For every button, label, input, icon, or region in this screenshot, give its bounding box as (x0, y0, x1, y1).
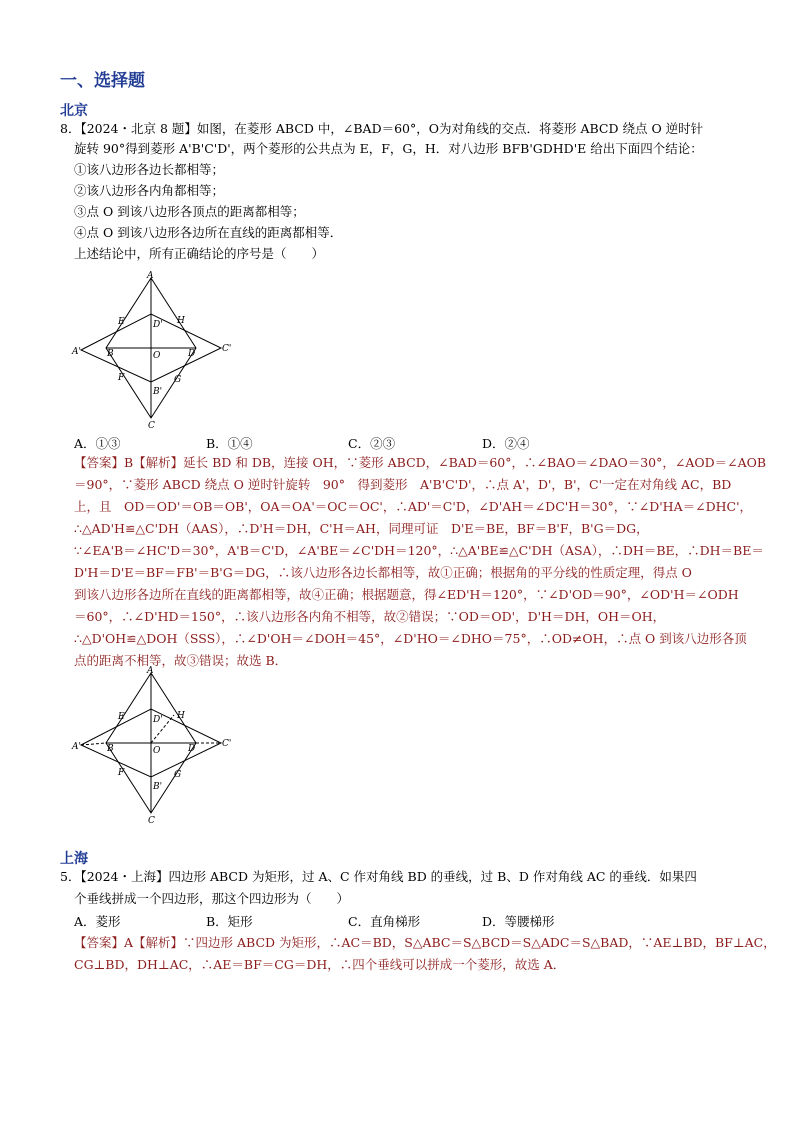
question-5-line: 5．【2024・上海】四边形 ABCD 为矩形，过 A、C 作对角线 BD 的垂线，过 B、D 作对角线 AC 的垂线．如果四 (60, 869, 697, 884)
answer-8-line: ∵∠EA'B＝∠HC'D＝30°，A'B＝C'D，∠A'BE＝∠C'DH＝120°，∴△A'BE≌△C'DH（ASA），∴DH＝BE，∴DH＝BE＝ (74, 543, 764, 558)
label-D-prime: D' (153, 715, 163, 725)
question-8-line: 旋转 90°得到菱形 A'B'C'D'，两个菱形的公共点为 E，F，G，H．对八边形 BFB'GDHD'E 给出下面四个结论： (74, 141, 703, 156)
rhombus-figure-2 (70, 665, 240, 825)
label-F: F (118, 768, 125, 778)
label-G: G (174, 375, 182, 385)
question-5-line: 个垂线拼成一个四边形，那这个四边形为（ ） (74, 891, 350, 906)
label-O: O (153, 746, 161, 756)
label-A-prime: A' (72, 742, 81, 752)
answer-8-line: ∴△AD'H≌△C'DH（AAS），∴D'H＝DH，C'H＝AH，同理可证 D'E＝BE，BF＝B'F，B'G＝DG， (74, 521, 649, 536)
option-d: D．②④ (482, 436, 530, 451)
answer-8-line: 上，且 OD＝OD'＝OB＝OB'，OA＝OA'＝OC＝OC'，∴AD'＝C'D，∠D'AH＝∠DC'H＝30°，∵∠D'HA＝∠DHC'， (74, 499, 753, 514)
option-a: A．①③ (74, 436, 121, 451)
answer-8-line: 到该八边形各边所在直线的距离都相等，故④正确；根据题意，得∠ED'H＝120°，∵∠D'OD＝90°，∠OD'H＝∠ODH (74, 587, 739, 602)
option-d: D．等腰梯形 (482, 914, 555, 929)
label-G: G (174, 770, 182, 780)
answer-5-line: 【答案】A【解析】∵四边形 ABCD 为矩形，∴AC＝BD，S△ABC＝S△BCD＝S△ADC＝S△BAD，∵AE⊥BD，BF⊥AC， (74, 935, 776, 950)
option-c: C．直角梯形 (348, 914, 421, 929)
label-C-prime: C' (222, 739, 232, 749)
label-D-prime: D' (153, 320, 163, 330)
label-E: E (118, 317, 125, 327)
label-C: C (148, 816, 155, 825)
answer-8-line: 【答案】B【解析】延长 BD 和 DB，连接 OH，∵菱形 ABCD，∠BAD＝60°，∴∠BAO＝∠DAO＝30°，∠AOD＝∠AOB (74, 455, 767, 470)
answer-8-line: 点的距离不相等，故③错误；故选 B． (74, 653, 288, 668)
label-H: H (177, 316, 185, 326)
region-shanghai: 上海 (60, 851, 88, 867)
answer-8-line: D'H＝D'E＝BF＝FB'＝B'G＝DG，∴该八边形各边长都相等，故①正确；根据角的平分线的性质定理，得点 O (74, 565, 692, 580)
label-B: B (107, 744, 114, 754)
label-A-prime: A' (72, 347, 81, 357)
label-B-prime: B' (153, 782, 163, 792)
option-b: B．①④ (206, 436, 253, 451)
label-E: E (118, 712, 125, 722)
label-O: O (153, 351, 161, 361)
question-8-line: 8．【2024・北京 8 题】如图，在菱形 ABCD 中，∠BAD＝60°，O为对角线的交点．将菱形 ABCD 绕点 O 逆时针 (60, 121, 704, 136)
answer-8-line: ＝60°，∴∠D'HD＝150°，∴该八边形各内角不相等，故②错误；∵OD＝OD'，D'H＝DH，OH＝OH， (74, 609, 666, 624)
label-C: C (148, 421, 155, 430)
label-H: H (177, 711, 185, 721)
conclusion-2: ②该八边形各内角都相等； (74, 183, 225, 198)
conclusion-4: ④点 O 到该八边形各边所在直线的距离都相等． (74, 225, 343, 240)
answer-5-line: CG⊥BD，DH⊥AC，∴AE＝BF＝CG＝DH，∴四个垂线可以拼成一个菱形，故选 A． (74, 957, 566, 972)
question-8-prompt: 上述结论中，所有正确结论的序号是（ ） (74, 246, 325, 261)
label-F: F (118, 373, 125, 383)
conclusion-1: ①该八边形各边长都相等； (74, 162, 225, 177)
answer-8-line: ＝90°，∵菱形 ABCD 绕点 O 逆时针旋转 90° 得到菱形 A'B'C'D'，∴点 A'，D'，B'，C'一定在对角线 AC，BD (74, 477, 732, 492)
label-A: A (147, 271, 154, 281)
option-c: C．②③ (348, 436, 396, 451)
rhombus-figure-1 (70, 270, 240, 430)
conclusion-3: ③点 O 到该八边形各顶点的距离都相等； (74, 204, 305, 219)
label-C-prime: C' (222, 344, 232, 354)
label-A: A (147, 666, 154, 676)
label-B-prime: B' (153, 387, 163, 397)
region-beijing: 北京 (60, 103, 88, 119)
section-title: 一、选择题 (60, 71, 145, 91)
option-a: A．菱形 (74, 914, 121, 929)
label-D: D (188, 744, 196, 754)
label-B: B (107, 349, 114, 359)
label-D: D (188, 349, 196, 359)
answer-8-line: ∴△D'OH≌△DOH（SSS），∴∠D'OH＝∠DOH＝45°，∠D'HO＝∠DHO＝75°，∴OD≠OH，∴点 O 到该八边形各顶 (74, 631, 747, 646)
option-b: B．矩形 (206, 914, 253, 929)
